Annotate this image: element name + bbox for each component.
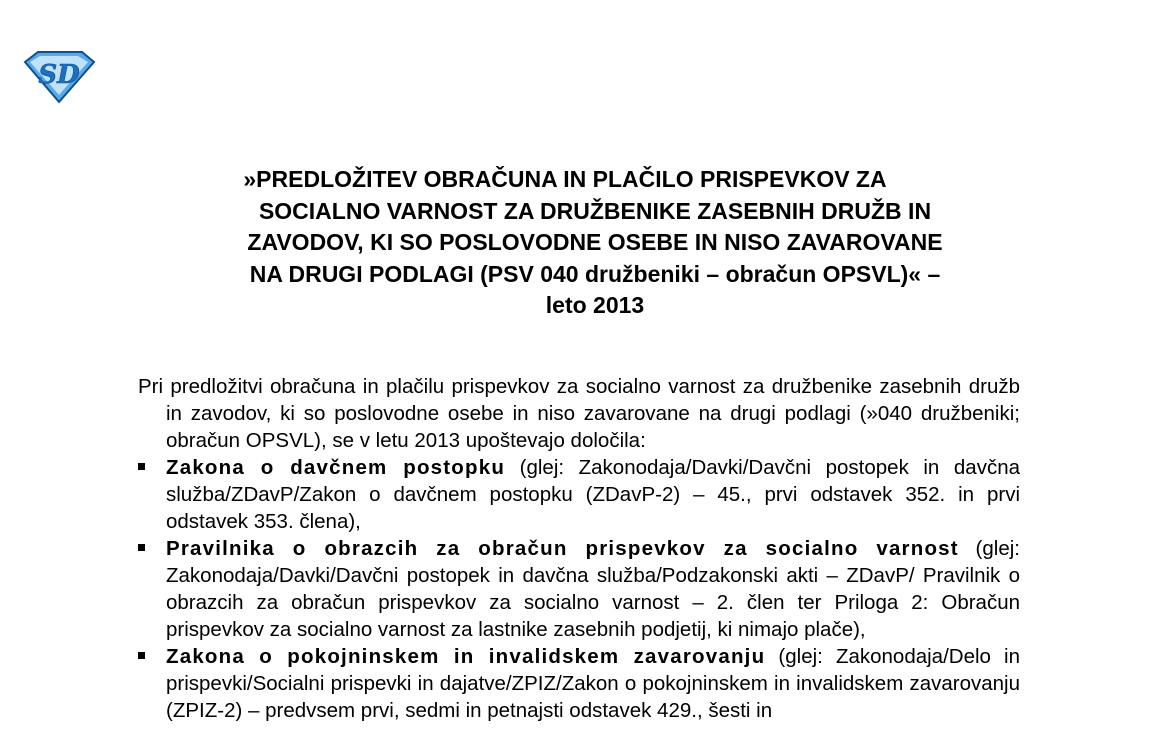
document-body bbox=[138, 373, 1020, 724]
list-item bbox=[138, 643, 1020, 724]
square-bullet-icon bbox=[138, 652, 145, 659]
intro-paragraph: Pri predložitvi obračuna in plačilu prispevkov za socialno varnost za družbenike zasebnih družb in zavodov, ki so poslovodne osebe in niso zavarovane na drugi podlagi (»040 družbeniki; obračun OPSVL), se v letu 2013 upoštevajo določila: bbox=[138, 375, 1020, 452]
law-name: Zakona o davčnem postopku bbox=[166, 456, 506, 479]
law-reference: (glej: Zakonodaja/Delo in prispevki/Socialni prispevki in dajatve/ZPIZ/Zakon o pokojninskem in invalidskem zavarovanju (ZPIZ-2) – predvsem prvi, sedmi in petnajsti odstavek 429., šesti in bbox=[166, 645, 1020, 722]
law-name: Zakona o pokojninskem in invalidskem zavarovanju bbox=[166, 645, 766, 668]
title-line: NA DRUGI PODLAGI (PSV 040 družbeniki – obračun OPSVL)« – bbox=[249, 260, 941, 287]
document-title bbox=[150, 164, 1040, 322]
provisions-list bbox=[138, 454, 1020, 724]
title-line: »PREDLOŽITEV OBRAČUNA IN PLAČILO PRISPEVKOV ZA bbox=[243, 166, 887, 192]
law-reference: (glej: Zakonodaja/Davki/Davčni postopek in davčna služba/ZDavP/Zakon o davčnem postopku (ZDavP-2) – 45., prvi odstavek 352. in prvi odstavek 353. člena), bbox=[166, 456, 1020, 533]
law-reference: (glej: Zakonodaja/Davki/Davčni postopek in davčna služba/Podzakonski akti – ZDavP/ Pravilnik o obrazcih za obračun prispevkov za socialno varnost – 2. člen ter Priloga 2: Obračun prispevkov za socialno varnost za lastnike zasebnih podjetij, ki nimajo plače), bbox=[166, 537, 1020, 641]
title-line: leto 2013 bbox=[545, 292, 645, 318]
title-line: ZAVODOV, KI SO POSLOVODNE OSEBE IN NISO ZAVAROVANE bbox=[247, 229, 943, 255]
company-logo-icon bbox=[22, 50, 96, 104]
law-name: Pravilnika o obrazcih za obračun prispevkov za socialno varnost bbox=[166, 537, 959, 560]
square-bullet-icon bbox=[138, 463, 145, 470]
list-item bbox=[138, 454, 1020, 535]
logo-text: SD bbox=[38, 60, 80, 90]
list-item bbox=[138, 535, 1020, 643]
square-bullet-icon bbox=[138, 544, 145, 551]
title-line: SOCIALNO VARNOST ZA DRUŽBENIKE ZASEBNIH DRUŽB IN bbox=[258, 197, 932, 224]
